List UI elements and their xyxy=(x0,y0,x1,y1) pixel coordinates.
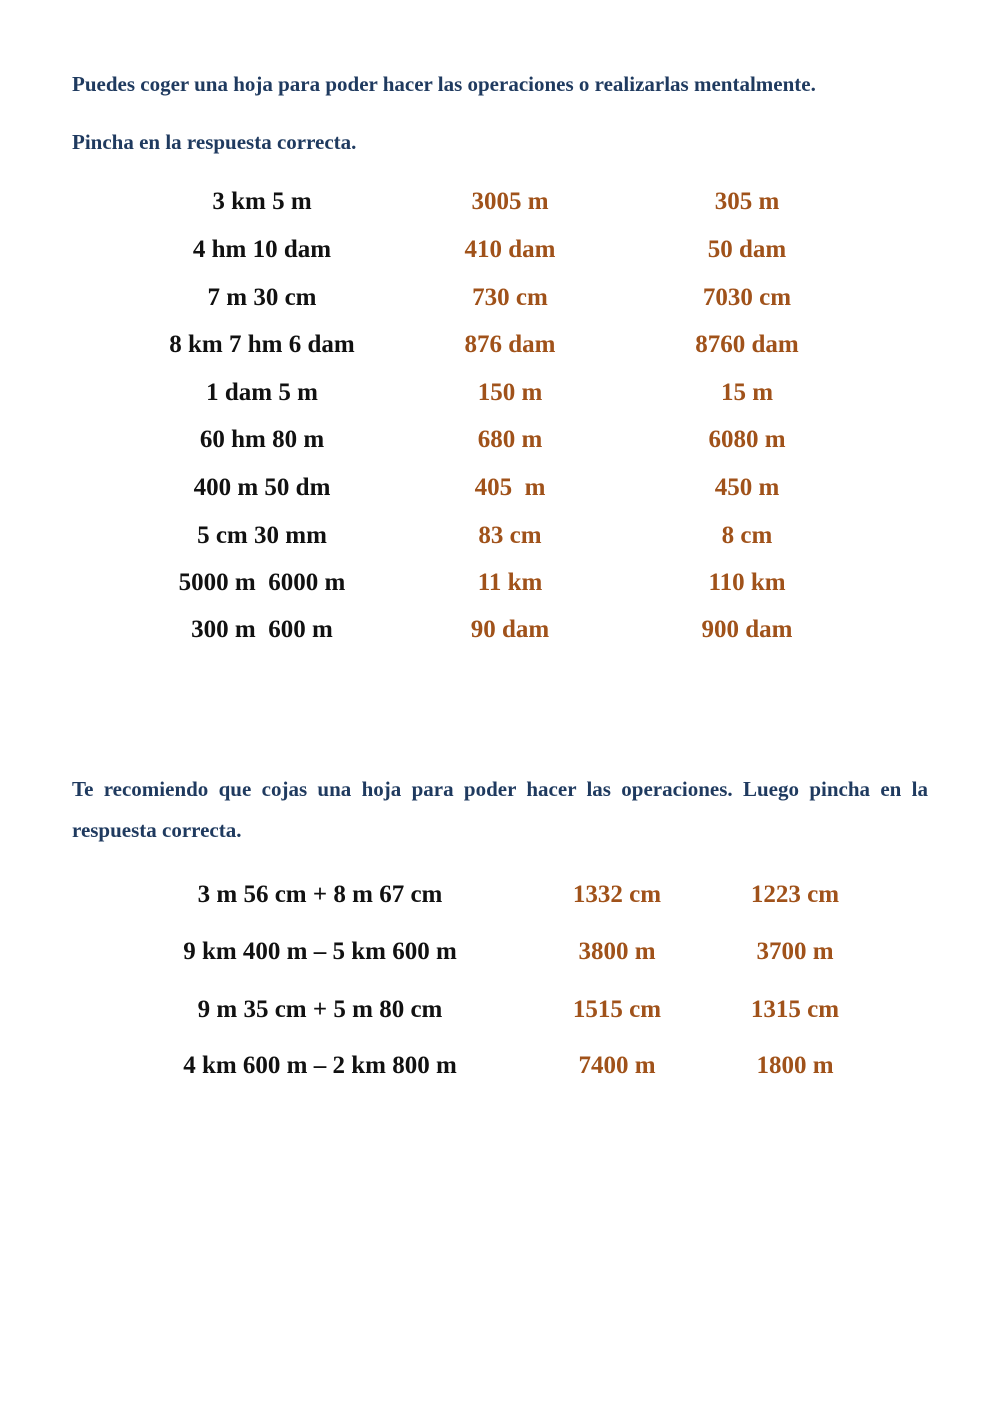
answer-option-a[interactable]: 150 m xyxy=(477,379,543,406)
row-prompt: 300 m 600 m xyxy=(191,616,333,643)
operation-row-1 xyxy=(0,875,1000,915)
exercise-row-2 xyxy=(0,230,1000,270)
answer-option-b[interactable]: 1223 cm xyxy=(750,881,840,908)
answer-option-a[interactable]: 1332 cm xyxy=(572,881,662,908)
answer-option-b[interactable]: 450 m xyxy=(714,474,780,501)
section1-instruction: Puedes coger una hoja para poder hacer las operaciones o realizarlas mentalmente. xyxy=(72,72,816,96)
exercise-row-5 xyxy=(0,373,1000,413)
answer-option-b[interactable]: 305 m xyxy=(714,188,780,215)
answer-option-a[interactable]: 7400 m xyxy=(578,1052,656,1079)
answer-option-b[interactable]: 6080 m xyxy=(708,426,786,453)
row-prompt: 4 km 600 m – 2 km 800 m xyxy=(183,1052,457,1079)
row-prompt: 9 m 35 cm + 5 m 80 cm xyxy=(197,996,443,1023)
row-prompt: 60 hm 80 m xyxy=(199,426,325,453)
exercise-row-6 xyxy=(0,420,1000,460)
section2-instruction: Te recomiendo que cojas una hoja para poder hacer las operaciones. Luego pincha en la respuesta correcta. xyxy=(72,777,928,842)
answer-option-a[interactable]: 11 km xyxy=(477,569,543,596)
row-prompt: 3 km 5 m xyxy=(212,188,312,215)
answer-option-a[interactable]: 680 m xyxy=(477,426,543,453)
exercise-row-4 xyxy=(0,325,1000,365)
answer-option-b[interactable]: 110 km xyxy=(708,569,786,596)
answer-option-b[interactable]: 1315 cm xyxy=(750,996,840,1023)
exercise-row-7 xyxy=(0,468,1000,508)
row-prompt: 9 km 400 m – 5 km 600 m xyxy=(183,938,457,965)
section1-prompt-label: Pincha en la respuesta correcta. xyxy=(72,130,357,154)
row-prompt: 7 m 30 cm xyxy=(207,284,317,311)
answer-option-a[interactable]: 90 dam xyxy=(470,616,550,643)
answer-option-a[interactable]: 405 m xyxy=(474,474,546,501)
answer-option-a[interactable]: 3005 m xyxy=(471,188,549,215)
answer-option-b[interactable]: 900 dam xyxy=(701,616,793,643)
answer-option-a[interactable]: 3800 m xyxy=(578,938,656,965)
row-prompt: 4 hm 10 dam xyxy=(192,236,332,263)
answer-option-a[interactable]: 730 cm xyxy=(472,284,548,311)
answer-option-b[interactable]: 1800 m xyxy=(756,1052,834,1079)
row-prompt: 8 km 7 hm 6 dam xyxy=(169,331,355,358)
answer-option-a[interactable]: 1515 cm xyxy=(572,996,662,1023)
answer-option-b[interactable]: 8 cm xyxy=(721,522,773,549)
answer-option-a[interactable]: 83 cm xyxy=(478,522,542,549)
exercise-row-10 xyxy=(0,610,1000,650)
row-prompt: 400 m 50 dm xyxy=(193,474,331,501)
row-prompt: 1 dam 5 m xyxy=(206,379,318,406)
exercise-row-9 xyxy=(0,563,1000,603)
answer-option-b[interactable]: 7030 cm xyxy=(702,284,792,311)
answer-option-b[interactable]: 50 dam xyxy=(707,236,787,263)
operation-row-3 xyxy=(0,990,1000,1030)
answer-option-b[interactable]: 3700 m xyxy=(756,938,834,965)
exercise-row-8 xyxy=(0,516,1000,556)
operation-row-2 xyxy=(0,932,1000,972)
answer-option-b[interactable]: 8760 dam xyxy=(695,331,799,358)
exercise-row-3 xyxy=(0,278,1000,318)
answer-option-a[interactable]: 876 dam xyxy=(464,331,556,358)
row-prompt: 5000 m 6000 m xyxy=(178,569,346,596)
exercise-row-1 xyxy=(0,182,1000,222)
row-prompt: 3 m 56 cm + 8 m 67 cm xyxy=(197,881,443,908)
answer-option-a[interactable]: 410 dam xyxy=(464,236,556,263)
row-prompt: 5 cm 30 mm xyxy=(197,522,327,549)
operation-row-4 xyxy=(0,1046,1000,1086)
answer-option-b[interactable]: 15 m xyxy=(720,379,774,406)
